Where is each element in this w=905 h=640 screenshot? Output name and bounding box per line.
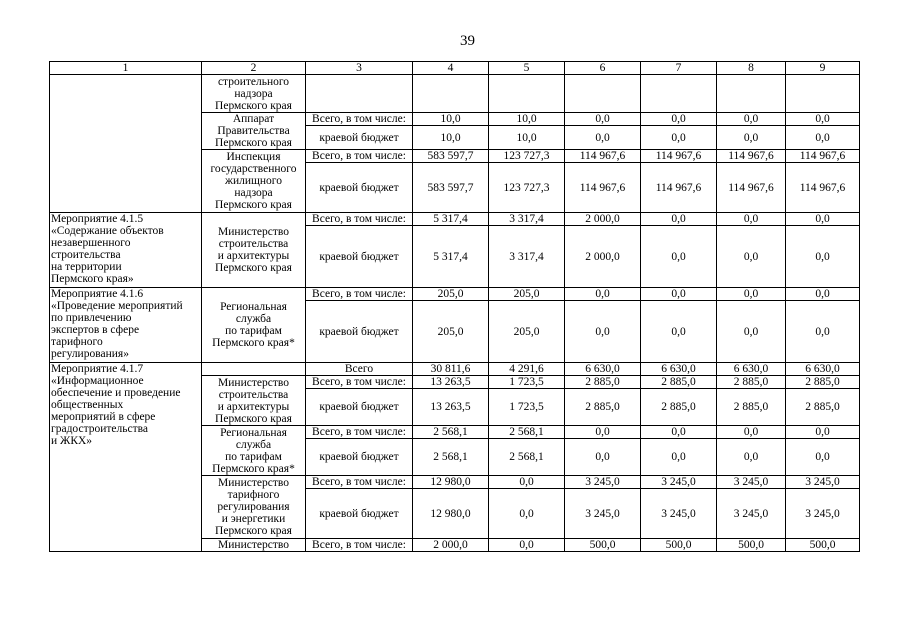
value-cell: 2 885,0	[717, 389, 786, 426]
value-cell: 2 885,0	[565, 389, 641, 426]
source-cell: Всего, в том числе:	[306, 213, 413, 226]
column-header: 6	[565, 62, 641, 75]
value-cell: 3 317,4	[489, 226, 565, 288]
value-cell: 3 245,0	[786, 476, 860, 489]
value-cell: 0,0	[641, 439, 717, 476]
value-cell: 583 597,7	[413, 150, 489, 163]
source-cell: краевой бюджет	[306, 226, 413, 288]
value-cell: 30 811,6	[413, 363, 489, 376]
executor-cell: Региональная служба по тарифам Пермского края*	[202, 288, 306, 363]
value-cell: 1 723,5	[489, 389, 565, 426]
value-cell: 583 597,7	[413, 163, 489, 213]
value-cell: 2 000,0	[413, 539, 489, 552]
value-cell: 2 000,0	[565, 226, 641, 288]
value-cell: 205,0	[413, 301, 489, 363]
value-cell: 4 291,6	[489, 363, 565, 376]
value-cell: 123 727,3	[489, 163, 565, 213]
value-cell: 0,0	[717, 426, 786, 439]
value-cell: 0,0	[565, 426, 641, 439]
value-cell: 6 630,0	[565, 363, 641, 376]
value-cell: 3 245,0	[717, 476, 786, 489]
source-cell: краевой бюджет	[306, 439, 413, 476]
value-cell: 3 245,0	[717, 489, 786, 539]
value-cell: 2 000,0	[565, 213, 641, 226]
value-cell: 1 723,5	[489, 376, 565, 389]
source-cell: Всего, в том числе:	[306, 476, 413, 489]
column-header: 8	[717, 62, 786, 75]
value-cell: 114 967,6	[641, 163, 717, 213]
executor-cell: Министерство строительства и архитектуры Пермского края	[202, 376, 306, 426]
value-cell: 0,0	[489, 539, 565, 552]
value-cell: 500,0	[641, 539, 717, 552]
value-cell: 0,0	[565, 126, 641, 150]
column-header: 9	[786, 62, 860, 75]
column-header: 1	[50, 62, 202, 75]
value-cell: 0,0	[641, 226, 717, 288]
value-cell: 0,0	[489, 489, 565, 539]
value-cell: 114 967,6	[786, 150, 860, 163]
source-cell: краевой бюджет	[306, 163, 413, 213]
value-cell: 2 568,1	[489, 439, 565, 476]
value-cell: 2 568,1	[489, 426, 565, 439]
value-cell: 500,0	[717, 539, 786, 552]
value-cell: 10,0	[413, 126, 489, 150]
executor-cell: строительного надзора Пермского края	[202, 75, 306, 113]
value-cell: 0,0	[717, 288, 786, 301]
value-cell: 0,0	[717, 439, 786, 476]
value-cell: 500,0	[565, 539, 641, 552]
value-cell: 0,0	[565, 301, 641, 363]
event-title-cell: Мероприятие 4.1.6 «Проведение мероприятий по привлечению экспертов в сфере тарифного регулирования»	[50, 288, 202, 363]
column-header: 5	[489, 62, 565, 75]
value-cell: 0,0	[786, 439, 860, 476]
value-cell: 0,0	[786, 226, 860, 288]
value-cell: 10,0	[489, 126, 565, 150]
value-cell: 10,0	[413, 113, 489, 126]
source-cell: краевой бюджет	[306, 489, 413, 539]
value-cell: 2 568,1	[413, 439, 489, 476]
column-header: 4	[413, 62, 489, 75]
value-cell: 0,0	[565, 439, 641, 476]
value-cell: 114 967,6	[717, 150, 786, 163]
value-cell: 13 263,5	[413, 389, 489, 426]
value-cell: 2 885,0	[786, 389, 860, 426]
column-number-row	[50, 62, 860, 75]
value-cell: 10,0	[489, 113, 565, 126]
value-cell: 2 568,1	[413, 426, 489, 439]
value-cell: 2 885,0	[717, 376, 786, 389]
value-cell: 123 727,3	[489, 150, 565, 163]
value-cell: 0,0	[786, 288, 860, 301]
column-header: 7	[641, 62, 717, 75]
value-cell: 0,0	[786, 126, 860, 150]
value-cell: 3 245,0	[565, 489, 641, 539]
executor-cell: Министерство строительства и архитектуры Пермского края	[202, 213, 306, 288]
value-cell: 3 317,4	[489, 213, 565, 226]
value-cell: 114 967,6	[565, 150, 641, 163]
source-cell: краевой бюджет	[306, 389, 413, 426]
executor-cell: Министерство тарифного регулирования и энергетики Пермского края	[202, 476, 306, 539]
value-cell: 0,0	[641, 288, 717, 301]
value-cell: 13 263,5	[413, 376, 489, 389]
budget-table	[49, 61, 860, 552]
value-cell: 0,0	[641, 126, 717, 150]
value-cell: 0,0	[717, 113, 786, 126]
value-cell: 3 245,0	[641, 489, 717, 539]
value-cell: 0,0	[786, 213, 860, 226]
value-cell: 205,0	[413, 288, 489, 301]
value-cell: 0,0	[565, 113, 641, 126]
value-cell: 5 317,4	[413, 213, 489, 226]
value-cell: 6 630,0	[641, 363, 717, 376]
value-cell: 0,0	[565, 288, 641, 301]
column-header: 2	[202, 62, 306, 75]
value-cell: 3 245,0	[786, 489, 860, 539]
value-cell: 0,0	[489, 476, 565, 489]
value-cell: 3 245,0	[641, 476, 717, 489]
value-cell: 114 967,6	[641, 150, 717, 163]
value-cell: 12 980,0	[413, 489, 489, 539]
executor-cell: Аппарат Правительства Пермского края	[202, 113, 306, 150]
event-title-cell: Мероприятие 4.1.5 «Содержание объектов незавершенного строительства на территории Пермского края»	[50, 213, 202, 288]
value-cell: 0,0	[786, 301, 860, 363]
source-cell: краевой бюджет	[306, 301, 413, 363]
source-cell: Всего, в том числе:	[306, 539, 413, 552]
source-cell: Всего, в том числе:	[306, 113, 413, 126]
value-cell: 0,0	[641, 426, 717, 439]
value-cell: 114 967,6	[717, 163, 786, 213]
value-cell: 0,0	[717, 226, 786, 288]
value-cell: 114 967,6	[565, 163, 641, 213]
source-cell: Всего	[306, 363, 413, 376]
table-row	[50, 75, 860, 113]
value-cell: 0,0	[641, 213, 717, 226]
value-cell: 0,0	[717, 213, 786, 226]
source-cell: Всего, в том числе:	[306, 150, 413, 163]
value-cell: 2 885,0	[565, 376, 641, 389]
executor-cell: Региональная служба по тарифам Пермского края*	[202, 426, 306, 476]
table-row	[50, 213, 860, 226]
source-cell: краевой бюджет	[306, 126, 413, 150]
value-cell: 0,0	[786, 113, 860, 126]
source-cell: Всего, в том числе:	[306, 288, 413, 301]
value-cell: 0,0	[641, 113, 717, 126]
event-title-cell: Мероприятие 4.1.7 «Информационное обеспечение и проведение общественных мероприятий в сфере градостроительства и ЖКХ»	[50, 363, 202, 552]
value-cell: 5 317,4	[413, 226, 489, 288]
value-cell: 12 980,0	[413, 476, 489, 489]
value-cell: 0,0	[717, 301, 786, 363]
table-row	[50, 363, 860, 376]
value-cell: 205,0	[489, 288, 565, 301]
executor-cell: Министерство	[202, 539, 306, 552]
value-cell: 500,0	[786, 539, 860, 552]
page-number: 39	[460, 33, 475, 49]
value-cell: 2 885,0	[786, 376, 860, 389]
value-cell: 3 245,0	[565, 476, 641, 489]
value-cell: 6 630,0	[786, 363, 860, 376]
executor-cell: Инспекция государственного жилищного надзора Пермского края	[202, 150, 306, 213]
table-row	[50, 288, 860, 301]
value-cell: 2 885,0	[641, 376, 717, 389]
value-cell: 114 967,6	[786, 163, 860, 213]
value-cell: 2 885,0	[641, 389, 717, 426]
source-cell: Всего, в том числе:	[306, 426, 413, 439]
value-cell: 205,0	[489, 301, 565, 363]
column-header: 3	[306, 62, 413, 75]
value-cell: 0,0	[786, 426, 860, 439]
source-cell: Всего, в том числе:	[306, 376, 413, 389]
value-cell: 0,0	[717, 126, 786, 150]
value-cell: 6 630,0	[717, 363, 786, 376]
event-title-cell	[50, 75, 202, 213]
value-cell: 0,0	[641, 301, 717, 363]
